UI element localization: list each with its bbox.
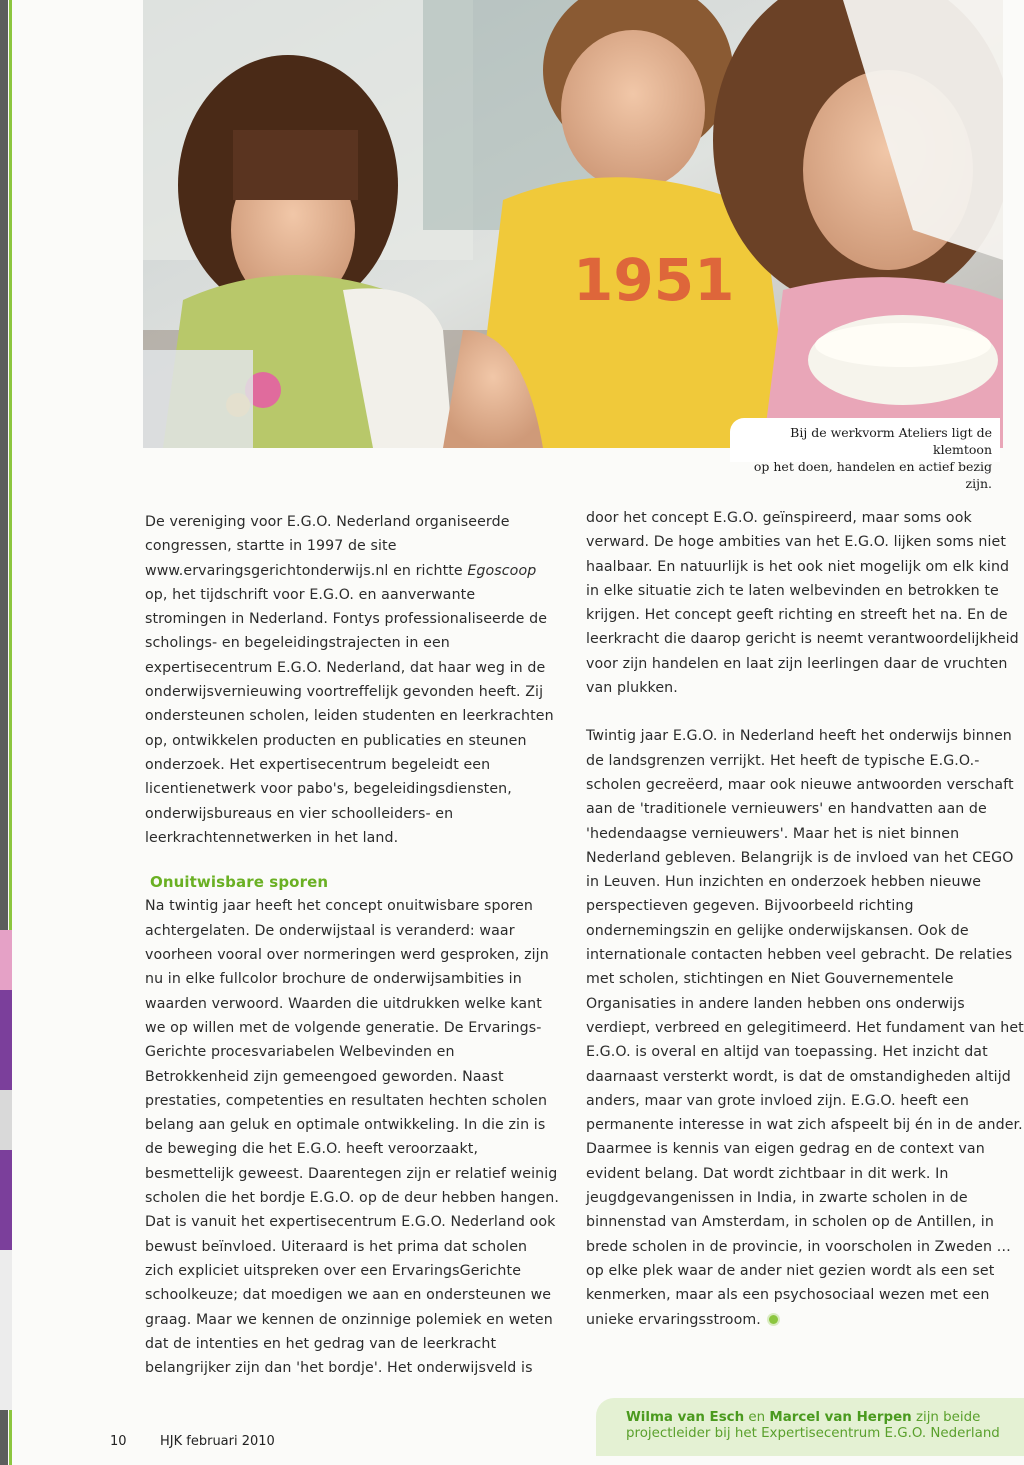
author-role: zijn beide projectleider bij het Expertisecentrum E.G.O. Nederland bbox=[626, 1410, 1000, 1441]
author-name-1: Wilma van Esch bbox=[626, 1410, 745, 1425]
author-credit-box bbox=[596, 1398, 1024, 1456]
publication-footer: HJK februari 2010 bbox=[160, 1434, 275, 1449]
end-mark-icon bbox=[769, 1315, 778, 1324]
article-photo bbox=[143, 0, 1003, 448]
caption-line-2: op het doen, handelen en actief bezig zijn. bbox=[753, 459, 992, 491]
caption-line-1: Bij de werkvorm Ateliers ligt de klemtoon bbox=[790, 425, 992, 457]
paragraph-intro-text: De vereniging voor E.G.O. Nederland organiseerde congressen, startte in 1997 de site www.ervaringsgerichtonderwijs.nl en richtte bbox=[145, 514, 510, 579]
paragraph-sporen: Na twintig jaar heeft het concept onuitwisbare sporen achtergelaten. De onderwijstaal is veranderd: waar voorheen vooral over normeringen werd gesproken, zijn nu in elke fullcolor brochure de onderwijsambities in waarden verwoord. Waarden die uitdrukken welke kant we op willen met de volgende generatie. De Ervarings-Gerichte procesvariabelen Welbevinden en Betrokkenheid zijn gemeengoed geworden. Naast prestaties, competenties en resultaten hechten scholen belang aan geluk en optimale ontwikkeling. In die zin is de beweging die het E.G.O. heeft veroorzaakt, besmettelijk geweest. Daarentegen zijn er relatief weinig scholen die het bordje E.G.O. op de deur hebben hangen. Dat is vanuit het expertisecentrum E.G.O. Nederland ook bewust beïnvloed. Uiteraard is het prima dat scholen zich expliciet uitspreken over een ErvaringsGerichte schoolkeuze; dat moedigen we aan en ondersteunen we graag. Maar we kennen de onzinnige polemiek en weten dat de intenties en het gedrag van de leerkracht belangrijker zijn dan 'het bordje'. Het onderwijsveld is bbox=[145, 898, 559, 1377]
paragraph-twintig-jaar-text: Twintig jaar E.G.O. in Nederland heeft het onderwijs binnen de landsgrenzen verrijkt. Het heeft de typische E.G.O.-scholen gecreëerd, maar ook nieuwe antwoorden verschaft aan de 'traditionele vernieuwers' en handvatten aan de 'hedendaagse vernieuwers'. Maar het is niet binnen Nederland gebleven. Belangrijk is de invloed van het CEGO in Leuven. Hun inzichten en onderzoek hebben nieuwe perspectieven gegeven. Bijvoorbeeld richting ondernemingszin en gelijke onderwijskansen. Ook de internationale contacten hebben veel gebracht. De relaties met scholen, stichtingen en Niet Gouvernementele Organisaties in andere landen hebben ons onderwijs verdiept, verbreed en gelegitimeerd. Het fundament van het E.G.O. is overal en altijd van toepassing. Het inzicht dat daarnaast versterkt wordt, is dat de omstandigheden altijd anders, maar van grote invloed zijn. E.G.O. heeft een permanente interesse in wat zich afspeelt bij én in de ander. Daarmee is kennis van eigen gedrag en de context van evident belang. Dat wordt zichtbaar in dit werk. In jeugdgevangenissen in India, in zwarte scholen in de binnenstad van Amsterdam, in scholen op de Antillen, in brede scholen in de provincie, in voorscholen in Zweden … op elke plek waar de ander niet gezien wordt als een set kenmerken, maar als een psychosociaal wezen met een unieke ervaringsstroom. bbox=[586, 728, 1024, 1328]
paragraph-concept: door het concept E.G.O. geïnspireerd, maar soms ook verward. De hoge ambities van het E.G.O. lijken soms niet haalbaar. En natuurlijk is het ook niet mogelijk om elk kind in elke situatie zich te laten welbevinden en betrokken te krijgen. Het concept geeft richting en streeft het na. En de leerkracht die daarop gericht is neemt verantwoordelijkheid voor zijn handelen en laat zijn leerlingen daar de vruchten van plukken. bbox=[586, 510, 1019, 697]
text-column-left bbox=[145, 510, 560, 1380]
page-number: 10 bbox=[110, 1434, 127, 1449]
photo-caption bbox=[730, 418, 1000, 491]
children-baking-photo bbox=[143, 0, 1003, 448]
paragraph-intro bbox=[145, 510, 560, 850]
magazine-title: Egoscoop bbox=[467, 562, 537, 579]
paragraph-twintig-jaar bbox=[586, 724, 1024, 1331]
text-column-right bbox=[586, 506, 1024, 1332]
author-name-2: Marcel van Herpen bbox=[769, 1410, 912, 1425]
svg-text:1951: 1951 bbox=[573, 246, 735, 314]
section-subheading: Onuitwisbare sporen bbox=[150, 873, 329, 892]
paragraph-intro-rest: op, het tijdschrift voor E.G.O. en aanverwante stromingen in Nederland. Fontys professionaliseerde de scholings- en begeleidingstrajecten in een expertisecentrum E.G.O. Nederland, dat haar weg in de onderwijsvernieuwing voortreffelijk gevonden heeft. Zij ondersteunen scholen, leiden studenten en leerkrachten op, ontwikkelen producten en publicaties en steunen onderzoek. Het expertisecentrum begeleidt een licentienetwerk voor pabo's, begeleidingsdiensten, onderwijsbureaus en vier schoolleiders- en leerkrachtennetwerken in het land. bbox=[145, 586, 554, 846]
page-edge-color-bands bbox=[0, 930, 12, 1410]
paragraph-gap bbox=[586, 700, 1024, 724]
author-connector: en bbox=[744, 1410, 770, 1425]
